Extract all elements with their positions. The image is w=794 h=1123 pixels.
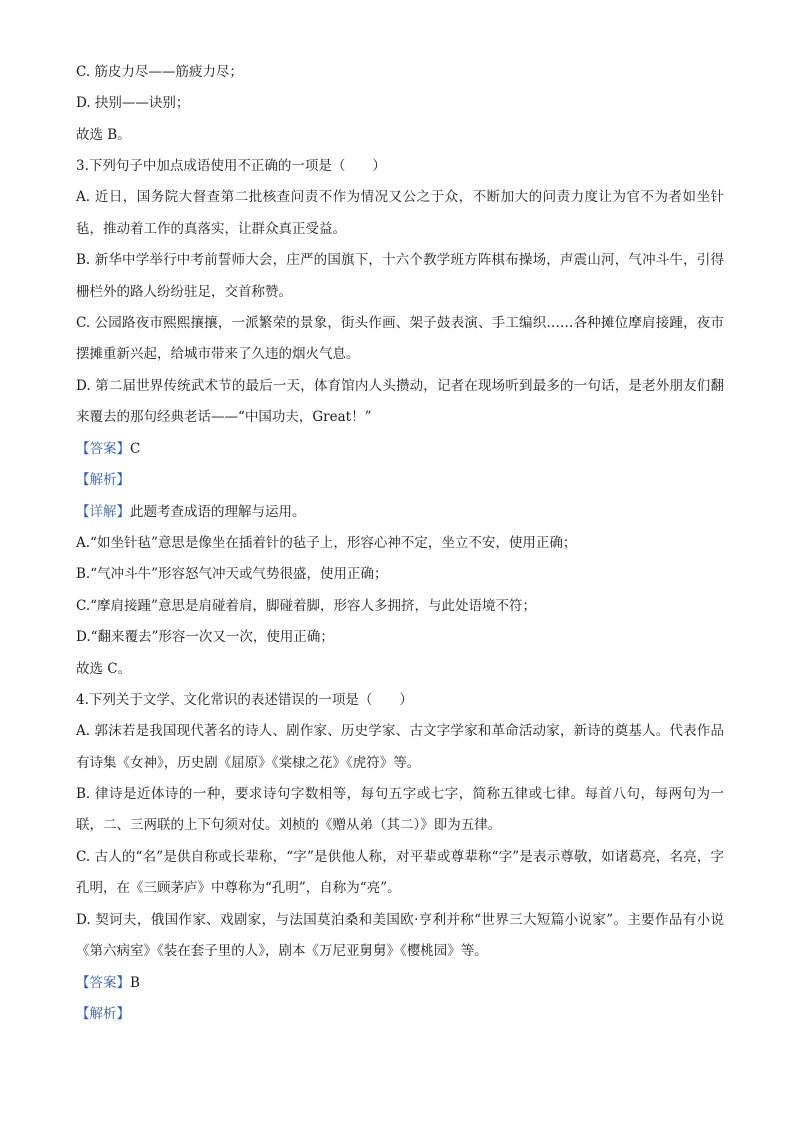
q3-option-a: A. 近日，国务院大督查第二批核查问责不作为情况又公之于众，不断加大的问责力度让为官不为者如坐针毡，推动着工作的真落实，让群众真正受益。 xyxy=(76,189,724,237)
detail-text: 此题考查成语的理解与运用。 xyxy=(130,503,306,520)
answer-tag: 【答案】 xyxy=(76,974,130,991)
q3-analysis xyxy=(76,470,724,491)
answer-value: B xyxy=(130,974,140,991)
analysis-tag: 【解析】 xyxy=(76,472,130,489)
q3-detail xyxy=(76,502,724,523)
q4-option-c: C. 古人的“名”是供自称或长辈称，“字”是供他人称，对平辈或尊辈称“字”是表示尊敬，如诸葛亮，名亮，字孔明，在《三顾茅庐》中尊称为“孔明”，自称为“亮”。 xyxy=(76,848,724,897)
q4-option-a: A. 郭沫若是我国现代著名的诗人、剧作家、历史学家、古文字学家和革命活动家，新诗的奠基人。代表作品有诗集《女神》，历史剧《屈原》《棠棣之花》《虎符》等。 xyxy=(76,723,724,771)
detail-tag: 【详解】 xyxy=(76,503,130,520)
q3-explanation-d: D.“翻来覆去”形容一次又一次，使用正确； xyxy=(76,629,334,646)
q3-answer xyxy=(76,439,724,460)
q3-option-b: B. 新华中学举行中考前誓师大会，庄严的国旗下，十六个教学班方阵棋布操场，声震山河，气冲斗牛，引得栅栏外的路人纷纷驻足，交首称赞。 xyxy=(76,252,724,300)
answer-value: C xyxy=(130,440,141,457)
q3-conclusion: 故选 C。 xyxy=(76,660,132,677)
q3-option-d: D. 第二届世界传统武术节的最后一天，体育馆内人头攒动，记者在现场听到最多的一句话，是老外朋友们翻来覆去的那句经典老话——“中国功夫，Great！” xyxy=(76,377,724,426)
q3-explanation-c: C.“摩肩接踵”意思是肩碰着肩，脚碰着脚，形容人多拥挤，与此处语境不符； xyxy=(76,597,536,614)
prev-option-c: C. 筋皮力尽——筋疲力尽； xyxy=(76,64,243,80)
prev-option-d: D. 抉别——诀别； xyxy=(76,95,190,112)
analysis-tag: 【解析】 xyxy=(76,1005,130,1022)
document-page xyxy=(76,62,724,1035)
q3-stem: 3.下列句子中加点成语使用不正确的一项是（ ） xyxy=(76,158,386,175)
q3-option-c: C. 公园路夜市熙熙攘攘，一派繁荣的景象，街头作画、架子鼓表演、手工编织……各种摊位摩肩接踵，夜市摆摊重新兴起，给城市带来了久违的烟火气息。 xyxy=(76,315,724,363)
q4-analysis xyxy=(76,1004,724,1025)
q3-explanation-b: B.“气冲斗牛”形容怒气冲天或气势很盛，使用正确； xyxy=(76,566,388,583)
answer-tag: 【答案】 xyxy=(76,440,130,457)
q4-option-b: B. 律诗是近体诗的一种，要求诗句字数相等，每句五字或七字，简称五律或七律。每首八句，每两句为一联，二、三两联的上下句须对仗。刘桢的《赠从弟（其二）》即为五律。 xyxy=(76,785,724,834)
q4-answer xyxy=(76,973,724,994)
prev-conclusion: 故选 B。 xyxy=(76,126,131,143)
q3-explanation-a: A.“如坐针毡”意思是像坐在插着针的毡子上，形容心神不定，坐立不安，使用正确； xyxy=(76,534,577,551)
q4-stem: 4.下列关于文学、文化常识的表述错误的一项是（ ） xyxy=(76,691,413,708)
q4-option-d: D. 契诃夫，俄国作家、戏剧家，与法国莫泊桑和美国欧·亨利并称“世界三大短篇小说家”。主要作品有小说《第六病室》《装在套子里的人》，剧本《万尼亚舅舅》《樱桃园》等。 xyxy=(76,911,724,959)
